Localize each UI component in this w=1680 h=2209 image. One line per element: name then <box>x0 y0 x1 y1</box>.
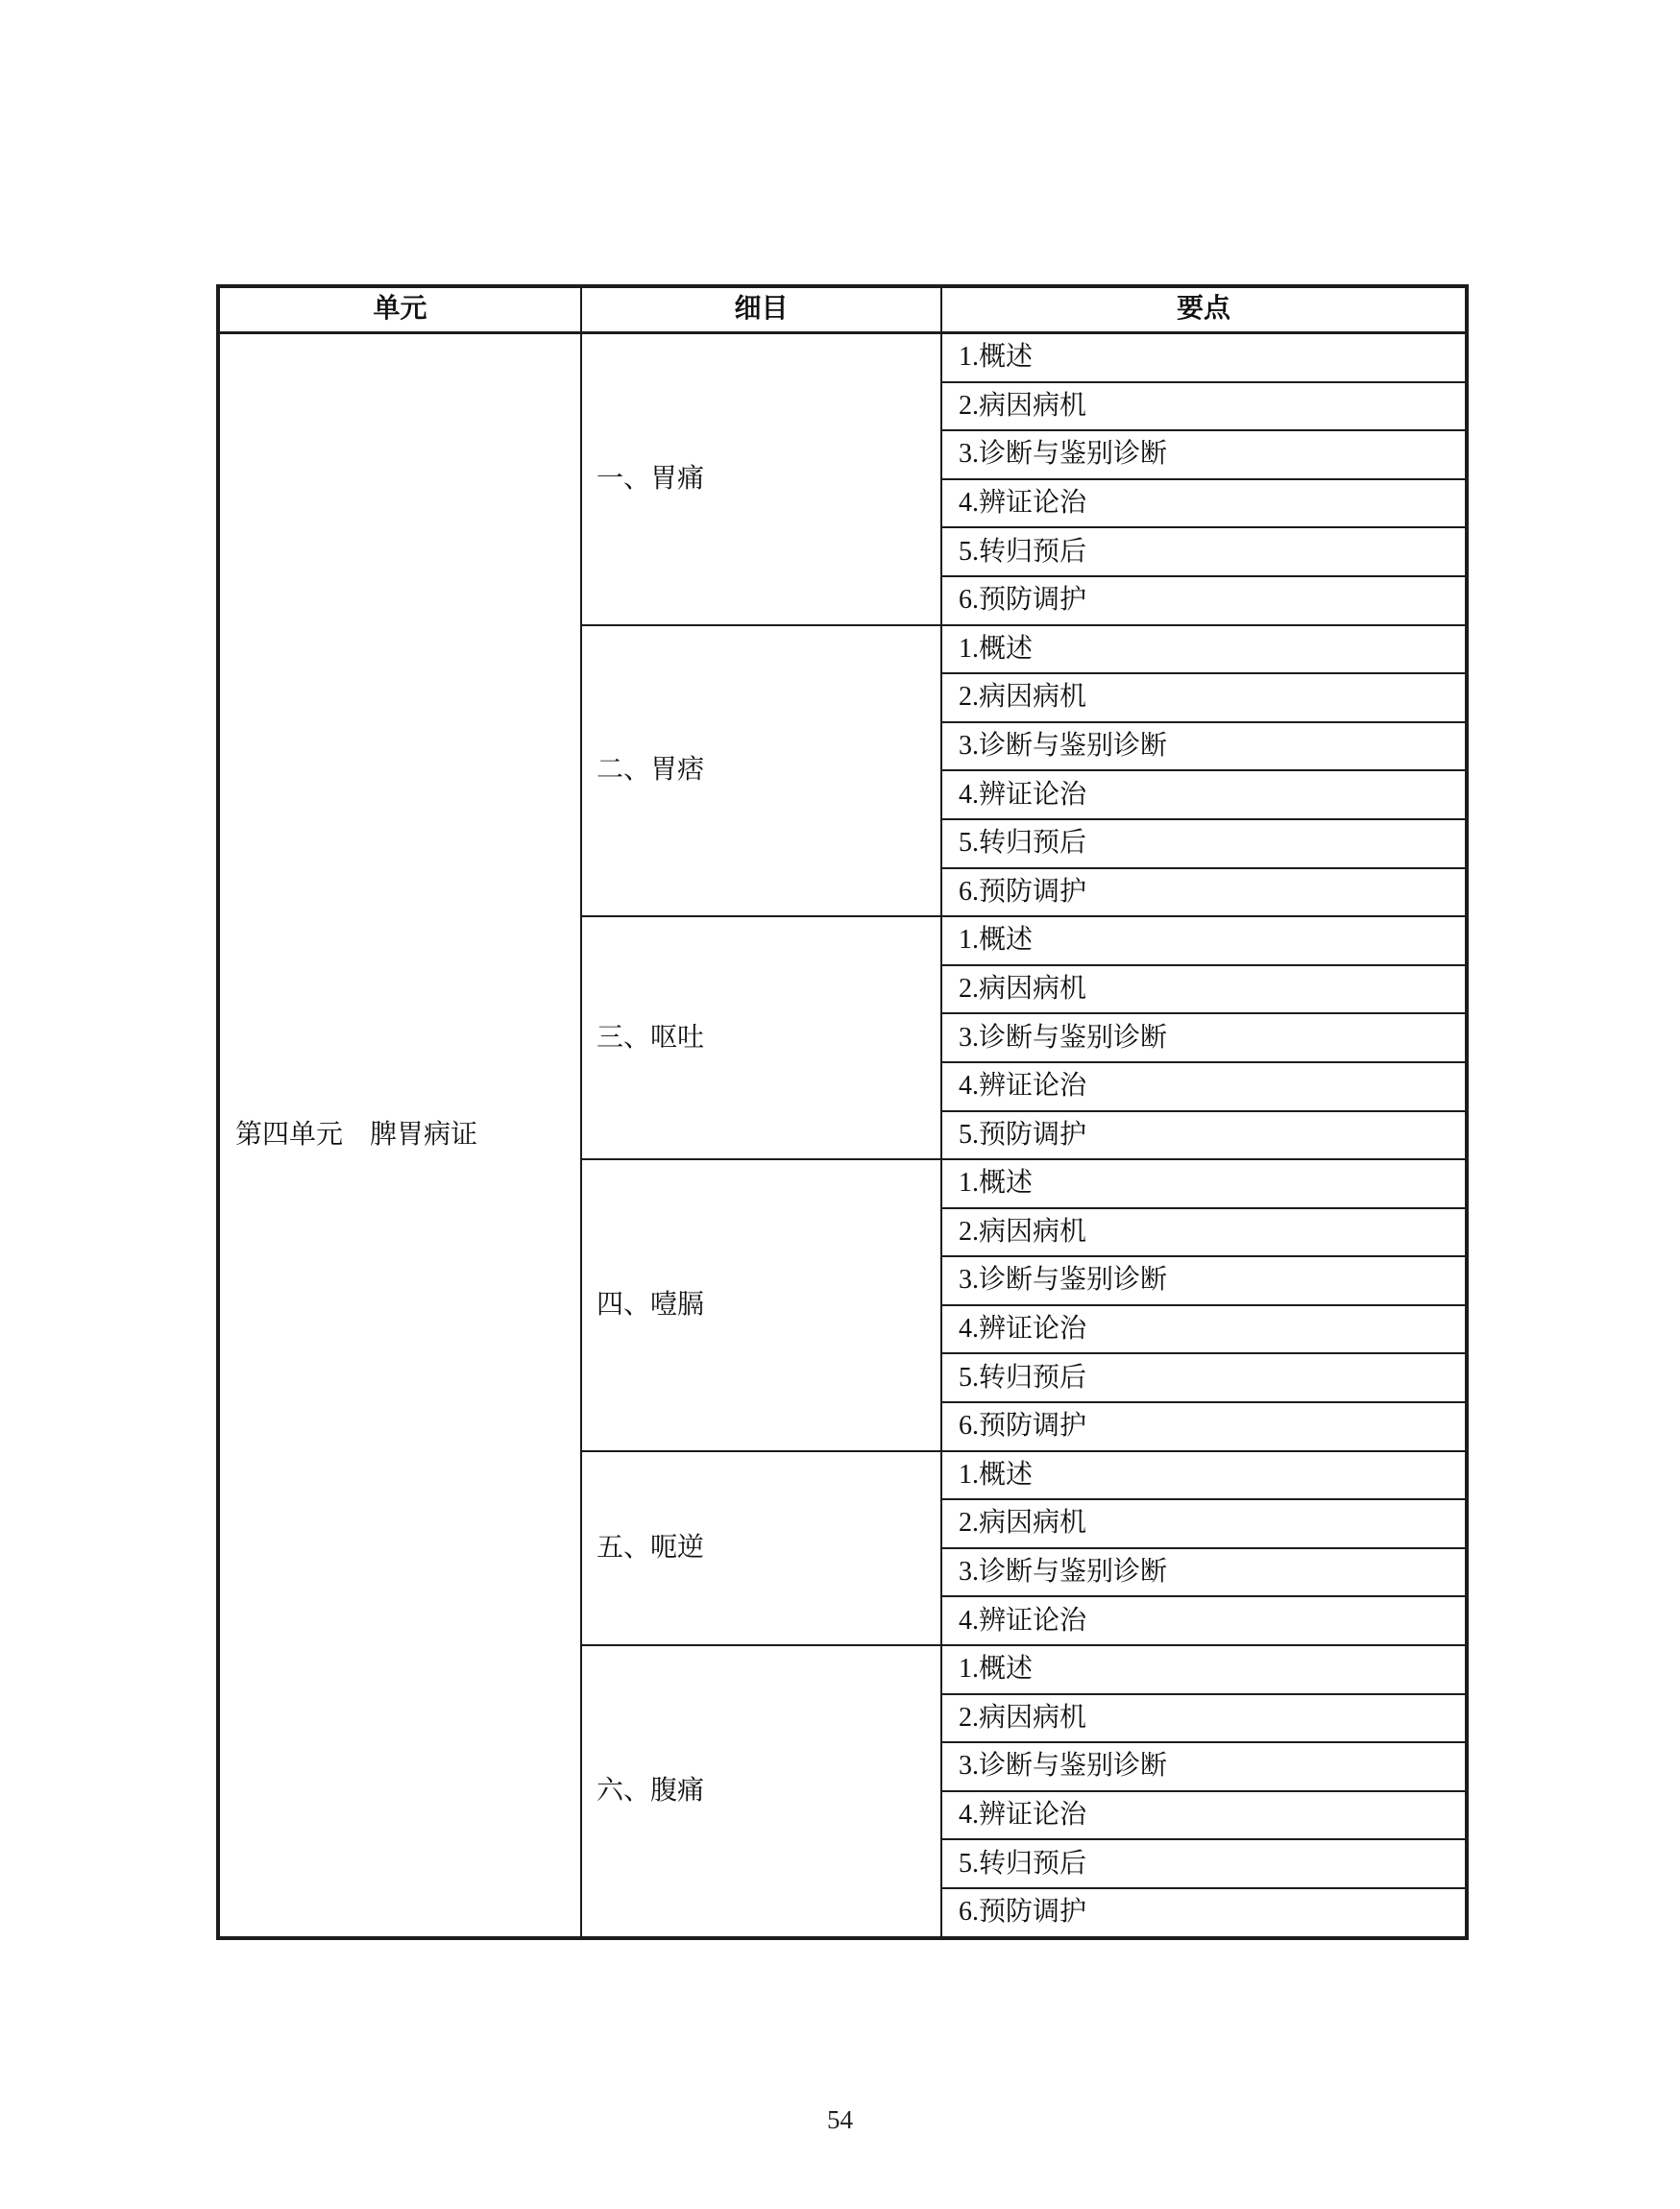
point-cell: 1.概述 <box>941 1645 1467 1694</box>
point-cell: 6.预防调护 <box>941 1888 1467 1938</box>
column-header-points: 要点 <box>941 286 1467 333</box>
point-cell: 5.转归预后 <box>941 819 1467 868</box>
point-cell: 4.辨证论治 <box>941 1305 1467 1354</box>
point-cell: 6.预防调护 <box>941 868 1467 917</box>
header-row <box>218 286 1467 333</box>
page-number: 54 <box>827 2105 853 2134</box>
unit-cell: 第四单元 脾胃病证 <box>218 333 581 1938</box>
point-cell: 6.预防调护 <box>941 576 1467 625</box>
detail-cell-hiccup: 五、呃逆 <box>581 1451 941 1645</box>
point-cell: 2.病因病机 <box>941 1499 1467 1548</box>
point-cell: 1.概述 <box>941 916 1467 965</box>
point-cell: 5.转归预后 <box>941 1353 1467 1402</box>
point-cell: 3.诊断与鉴别诊断 <box>941 1742 1467 1791</box>
point-cell: 4.辨证论治 <box>941 1596 1467 1645</box>
point-cell: 3.诊断与鉴别诊断 <box>941 1256 1467 1305</box>
point-cell: 3.诊断与鉴别诊断 <box>941 1013 1467 1062</box>
point-cell: 1.概述 <box>941 333 1467 382</box>
point-cell: 2.病因病机 <box>941 1208 1467 1257</box>
detail-cell-vomiting: 三、呕吐 <box>581 916 941 1159</box>
column-header-unit: 单元 <box>218 286 581 333</box>
column-header-detail: 细目 <box>581 286 941 333</box>
point-cell: 1.概述 <box>941 1451 1467 1500</box>
point-cell: 2.病因病机 <box>941 965 1467 1014</box>
detail-cell-dysphagia: 四、噎膈 <box>581 1159 941 1451</box>
point-cell: 4.辨证论治 <box>941 770 1467 819</box>
table-row <box>218 333 1467 382</box>
point-cell: 1.概述 <box>941 625 1467 674</box>
point-cell: 2.病因病机 <box>941 382 1467 431</box>
point-cell: 3.诊断与鉴别诊断 <box>941 430 1467 479</box>
detail-cell-abdominal-pain: 六、腹痛 <box>581 1645 941 1938</box>
point-cell: 5.预防调护 <box>941 1111 1467 1160</box>
point-cell: 3.诊断与鉴别诊断 <box>941 722 1467 771</box>
point-cell: 1.概述 <box>941 1159 1467 1208</box>
point-cell: 4.辨证论治 <box>941 1062 1467 1111</box>
point-cell: 5.转归预后 <box>941 1839 1467 1888</box>
syllabus-table <box>216 284 1469 1940</box>
detail-cell-stomach-pi: 二、胃痞 <box>581 625 941 917</box>
point-cell: 5.转归预后 <box>941 527 1467 576</box>
point-cell: 2.病因病机 <box>941 673 1467 722</box>
point-cell: 6.预防调护 <box>941 1402 1467 1451</box>
detail-cell-stomach-pain: 一、胃痛 <box>581 333 941 625</box>
point-cell: 4.辨证论治 <box>941 479 1467 528</box>
point-cell: 2.病因病机 <box>941 1694 1467 1743</box>
point-cell: 3.诊断与鉴别诊断 <box>941 1548 1467 1597</box>
point-cell: 4.辨证论治 <box>941 1791 1467 1840</box>
